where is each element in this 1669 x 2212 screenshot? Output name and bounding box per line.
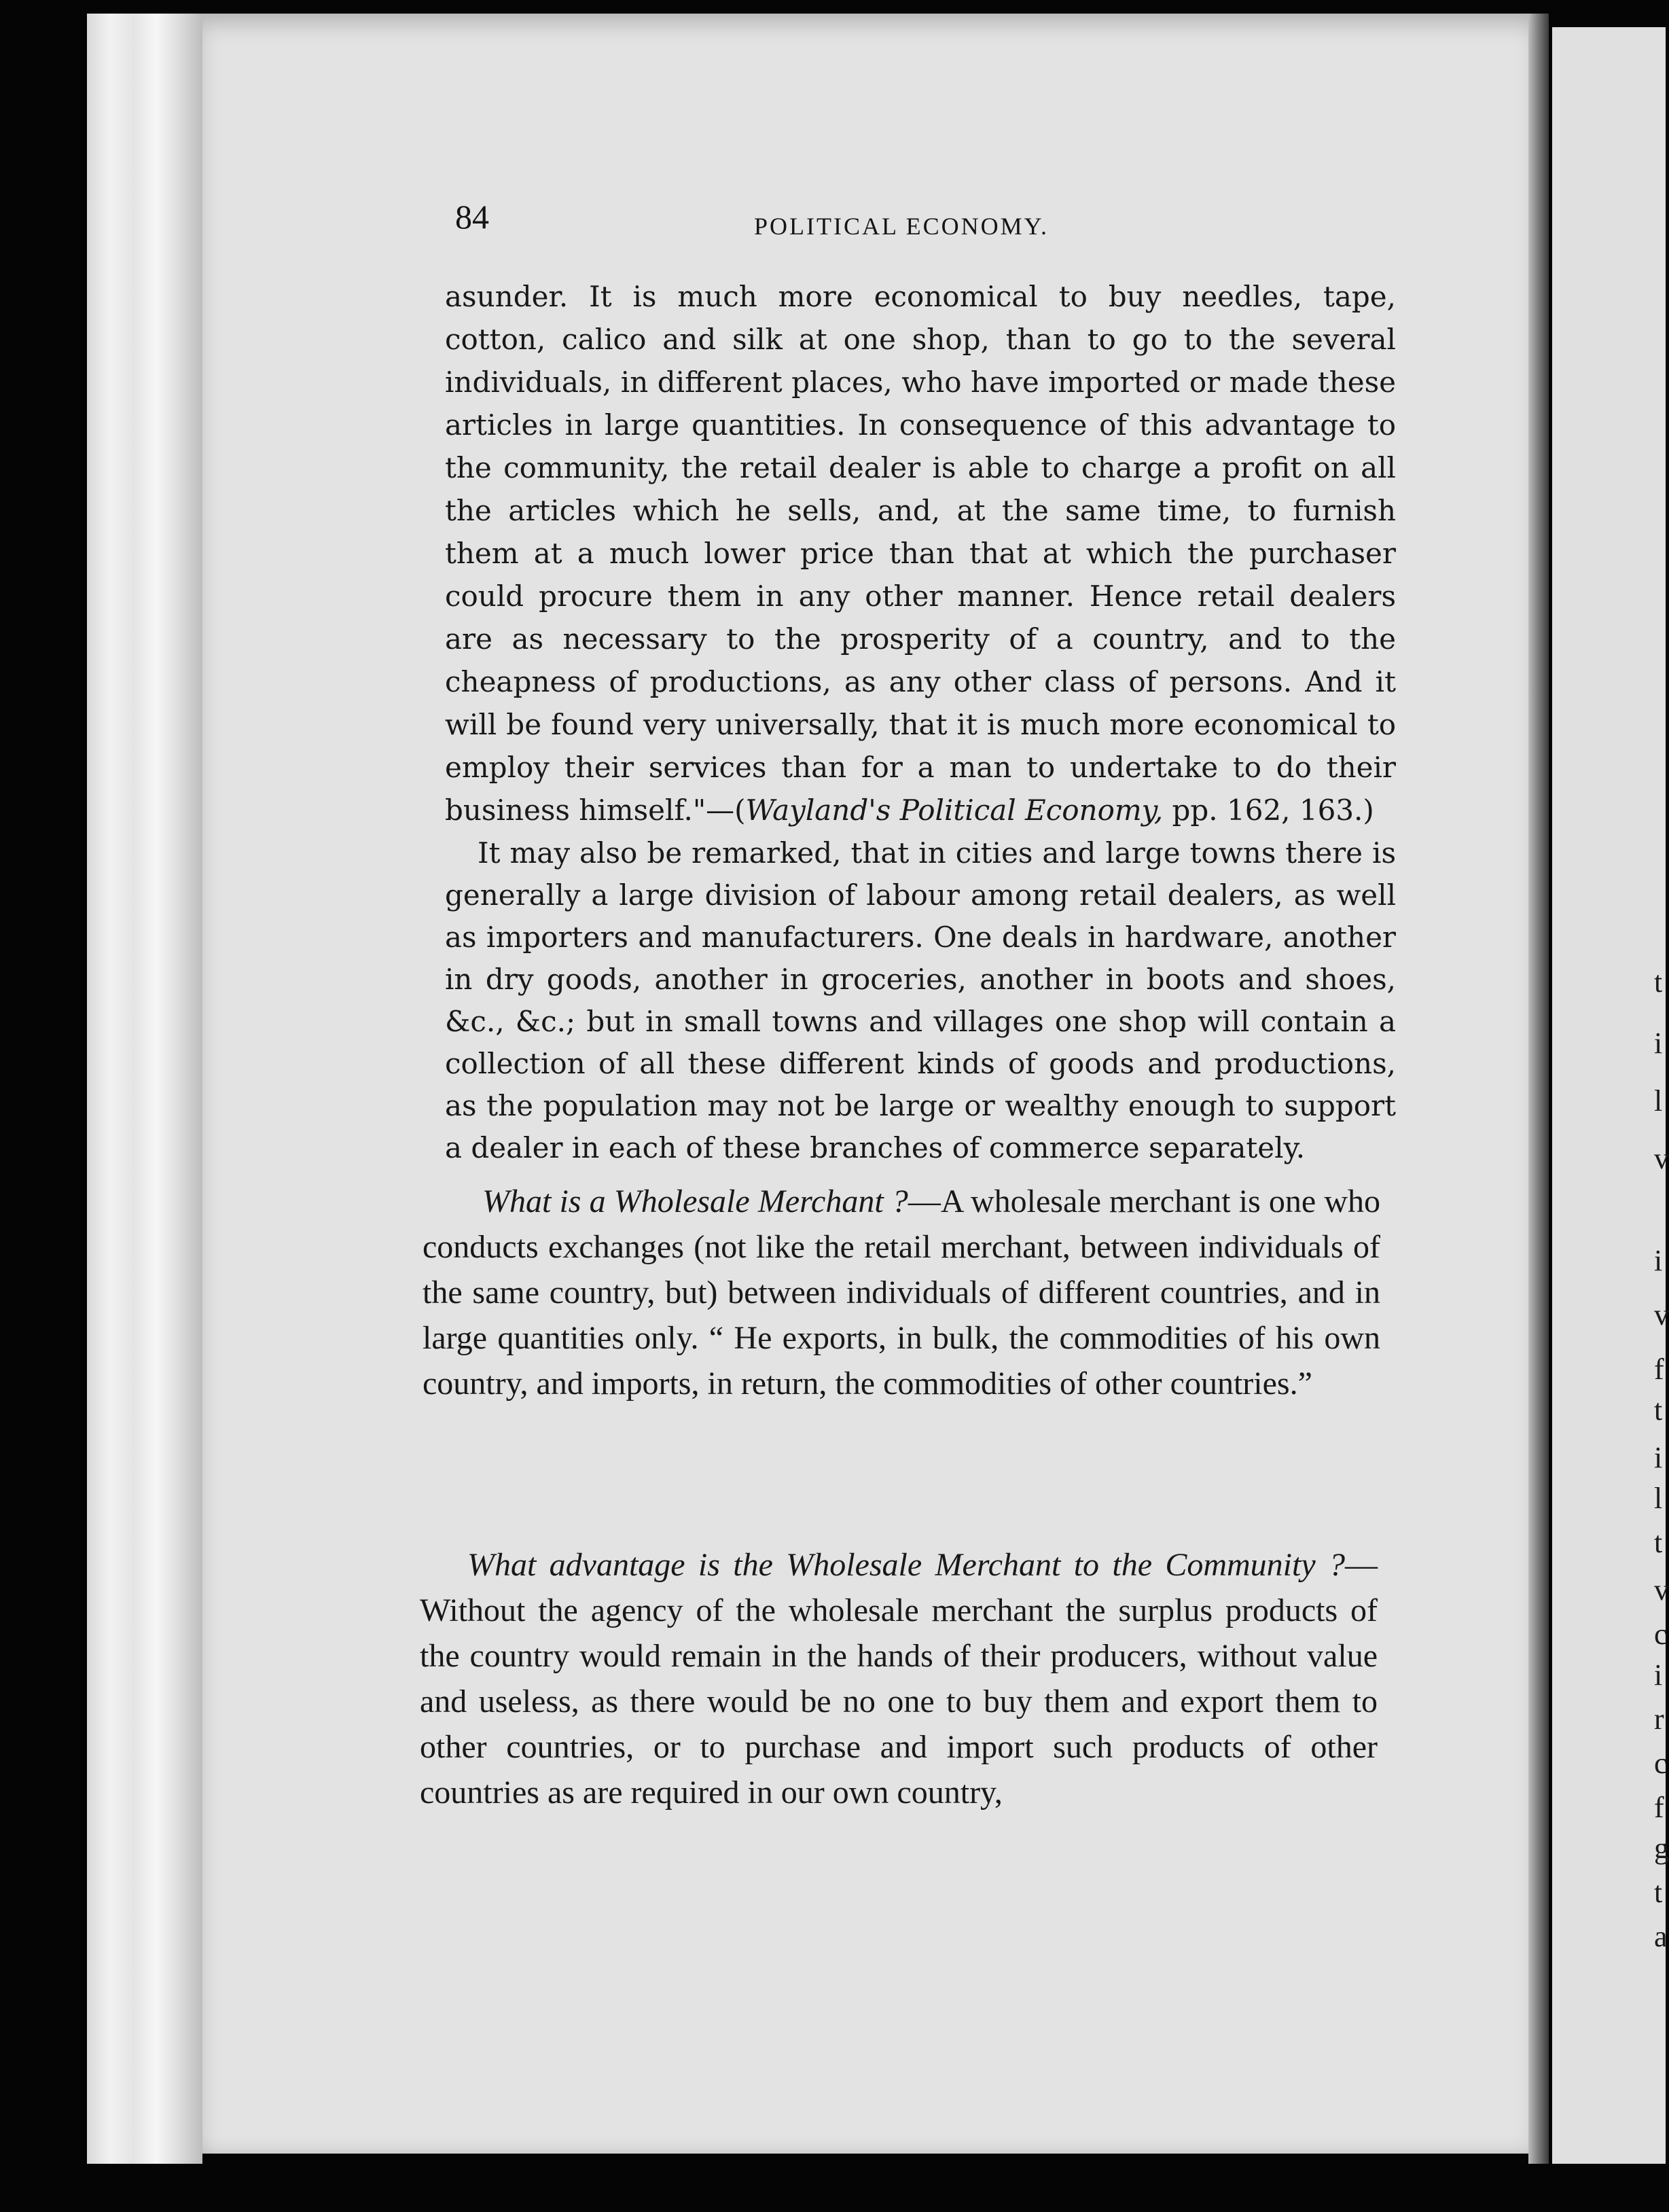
- facing-page-fragment: a: [1654, 1920, 1668, 1953]
- page-number: 84: [455, 198, 489, 236]
- facing-page-fragment: g: [1654, 1832, 1669, 1865]
- facing-page-fragment: t: [1654, 1393, 1663, 1427]
- facing-page-fragment: t: [1654, 1876, 1663, 1909]
- citation: Wayland's Political Economy,: [745, 793, 1164, 827]
- facing-page-fragment: v: [1654, 1573, 1669, 1607]
- facing-page-fragment: f: [1654, 1791, 1664, 1824]
- question-heading: What advantage is the Wholesale Merchant to the Community ?: [467, 1547, 1345, 1583]
- book-page-edges: [87, 14, 202, 2164]
- facing-page-fragment: l: [1654, 1084, 1663, 1118]
- paragraph-wholesale-advantage: [420, 1542, 1378, 1815]
- paragraph-wholesale-merchant: [423, 1179, 1380, 1406]
- book-gutter: [1528, 14, 1549, 2164]
- paragraph-retail-division: [445, 832, 1396, 1169]
- facing-page-fragment: r: [1654, 1702, 1664, 1736]
- page-header: [455, 197, 1393, 251]
- citation-pages: pp. 162, 163.): [1163, 793, 1374, 827]
- running-head: POLITICAL ECONOMY.: [754, 213, 1049, 240]
- question-heading: What is a Wholesale Merchant ?: [482, 1183, 908, 1219]
- answer-text: —Without the agency of the wholesale merchant the surplus products of the country would remain in the hands of their producers, without value and useless, as there would be no one to buy them and export them to other countries, or to purchase and import such products of other countries as are required in our own country,: [420, 1547, 1378, 1810]
- facing-page-fragment: i: [1654, 1244, 1663, 1277]
- facing-page-fragment: i: [1654, 1658, 1663, 1692]
- facing-page-fragment: i: [1654, 1027, 1663, 1060]
- facing-page-fragment: i: [1654, 1441, 1663, 1474]
- paragraph-text: It may also be remarked, that in cities and large towns there is generally a large division of labour among retail dealers, as well as importers and manufacturers. One deals in hardware, another in dry goods, another in groceries, another in boots and shoes, &c., &c.; but in small towns and villages one shop will contain a collection of all these different kinds of goods and productions, as the population may not be large or wealthy enough to support a dealer in each of these branches of commerce separately.: [445, 836, 1396, 1164]
- facing-page-fragment: f: [1654, 1353, 1664, 1386]
- facing-page-fragment: t: [1654, 965, 1663, 999]
- paragraph-continuation: [445, 275, 1396, 832]
- facing-page-fragment: v: [1654, 1298, 1669, 1332]
- answer-text: —A wholesale merchant is one who conducts exchanges (not like the retail merchant, between individuals of the same country, but) between individuals of different countries, and in large quantities only. “ He exports, in bulk, the commodities of his own country, and imports, in return, the commodities of other countries.”: [423, 1183, 1381, 1402]
- facing-page-fragment: l: [1654, 1482, 1663, 1515]
- paragraph-text: asunder. It is much more economical to buy needles, tape, cotton, calico and silk at one shop, than to go to the several individuals, in different places, who have imported or made these articles in large quantities. In consequence of this advantage to the community, the retail dealer is able to charge a profit on all the articles which he sells, and, at the same time, to furnish them at a much lower price than that at which the purchaser could procure them in any other manner. Hence retail dealers are as necessary to the prosperity of a country, and to the cheapness of productions, as any other class of persons. And it will be found very universally, that it is much more economical to employ their services than for a man to undertake to do their business himself."—(: [445, 280, 1396, 827]
- facing-page-fragment: c: [1654, 1618, 1668, 1651]
- facing-page-fragment: v: [1654, 1142, 1669, 1175]
- facing-page-fragment: t: [1654, 1526, 1663, 1559]
- facing-page: [1552, 27, 1669, 2164]
- facing-page-fragment: c: [1654, 1747, 1668, 1780]
